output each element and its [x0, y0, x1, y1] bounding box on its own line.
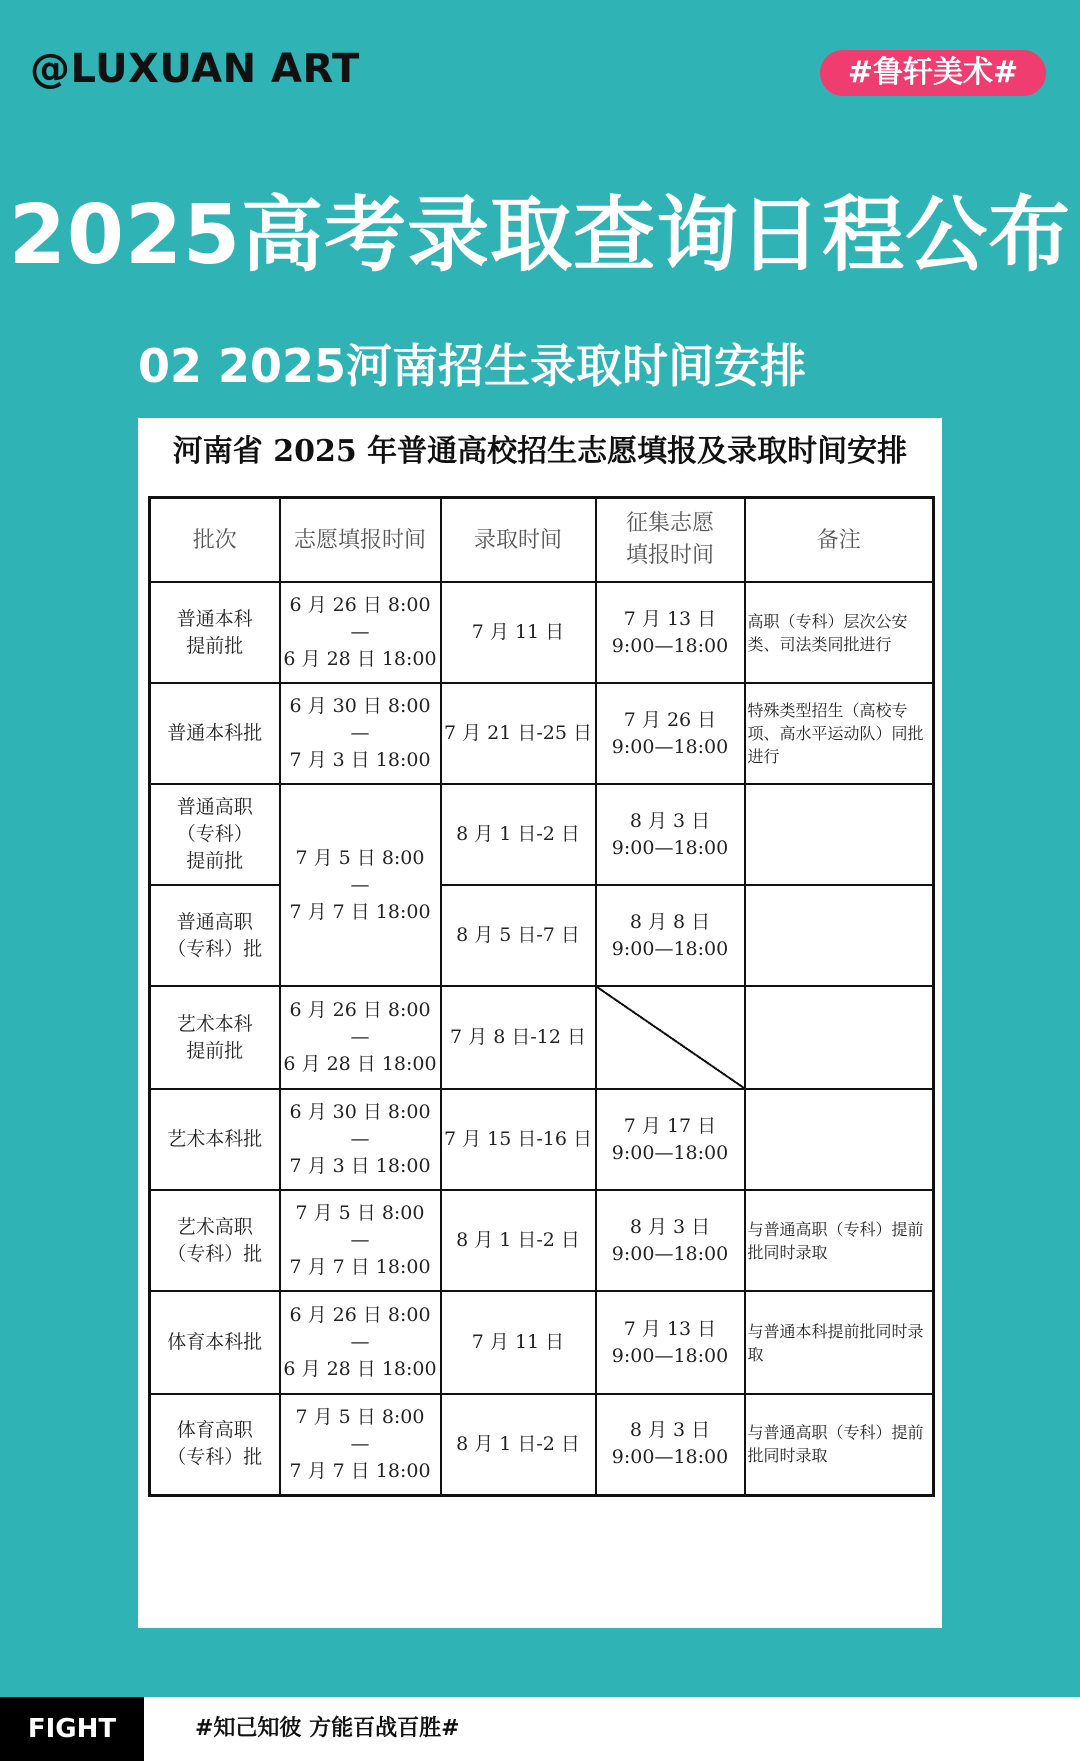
cell-note: [745, 1089, 934, 1190]
cell-collect-time: 8 月 8 日 9:00—18:00: [596, 885, 745, 986]
cell-note: [745, 784, 934, 885]
cell-note: 与普通高职（专科）提前批同时录取: [745, 1190, 934, 1291]
cell-admit-time: 7 月 21 日-25 日: [441, 683, 596, 784]
table-row: [150, 1394, 934, 1495]
cell-admit-time: 8 月 1 日-2 日: [441, 784, 596, 885]
cell-collect-time: 7 月 26 日 9:00—18:00: [596, 683, 745, 784]
cell-batch: 艺术高职 （专科）批: [150, 1190, 280, 1291]
section-subtitle: 02 2025河南招生录取时间安排: [138, 339, 807, 393]
hashtag-badge: #鲁轩美术#: [820, 50, 1046, 96]
header-note: 备注: [745, 498, 934, 583]
cell-note: 与普通本科提前批同时录取: [745, 1291, 934, 1394]
table-row: [150, 1089, 934, 1190]
cell-batch: 普通高职 （专科） 提前批: [150, 784, 280, 885]
cell-admit-time: 8 月 5 日-7 日: [441, 885, 596, 986]
cell-batch: 艺术本科 提前批: [150, 986, 280, 1089]
cell-admit-time: 7 月 15 日-16 日: [441, 1089, 596, 1190]
page-title: 2025高考录取查询日程公布: [8, 188, 1072, 283]
cell-fill-time: 7 月 5 日 8:00 — 7 月 7 日 18:00: [280, 1190, 441, 1291]
cell-note: 高职（专科）层次公安类、司法类同批进行: [745, 582, 934, 683]
table-row: [150, 885, 934, 986]
cell-note: [745, 885, 934, 986]
cell-fill-time: 7 月 5 日 8:00 — 7 月 7 日 18:00: [280, 784, 441, 986]
cell-collect-time: 7 月 17 日 9:00—18:00: [596, 1089, 745, 1190]
cell-fill-time: 6 月 26 日 8:00 — 6 月 28 日 18:00: [280, 582, 441, 683]
cell-admit-time: 7 月 8 日-12 日: [441, 986, 596, 1089]
brand-logo-text: @LUXUAN ART: [30, 46, 360, 92]
table-row: [150, 784, 934, 885]
cell-collect-time: 7 月 13 日 9:00—18:00: [596, 582, 745, 683]
header-fill-time: 志愿填报时间: [280, 498, 441, 583]
table-row: [150, 986, 934, 1089]
table-row: [150, 1291, 934, 1394]
header-admit-time: 录取时间: [441, 498, 596, 583]
cell-batch: 艺术本科批: [150, 1089, 280, 1190]
cell-fill-time: 6 月 30 日 8:00 — 7 月 3 日 18:00: [280, 683, 441, 784]
cell-batch: 体育高职 （专科）批: [150, 1394, 280, 1495]
cell-admit-time: 8 月 1 日-2 日: [441, 1190, 596, 1291]
cell-batch: 普通本科 提前批: [150, 582, 280, 683]
cell-note: 特殊类型招生（高校专项、高水平运动队）同批进行: [745, 683, 934, 784]
cell-admit-time: 7 月 11 日: [441, 1291, 596, 1394]
cell-collect-time: 8 月 3 日 9:00—18:00: [596, 1190, 745, 1291]
table-row: [150, 683, 934, 784]
schedule-document: [138, 418, 942, 1628]
cell-collect-time: 8 月 3 日 9:00—18:00: [596, 784, 745, 885]
header-batch: 批次: [150, 498, 280, 583]
fight-label: FIGHT: [0, 1697, 144, 1761]
schedule-table: [148, 496, 935, 1497]
cell-note: [745, 986, 934, 1089]
cell-collect-time: 7 月 13 日 9:00—18:00: [596, 1291, 745, 1394]
cell-batch: 体育本科批: [150, 1291, 280, 1394]
table-row: [150, 582, 934, 683]
cell-fill-time: 7 月 5 日 8:00 — 7 月 7 日 18:00: [280, 1394, 441, 1495]
cell-note: 与普通高职（专科）提前批同时录取: [745, 1394, 934, 1495]
cell-collect-time-empty: [596, 986, 745, 1089]
header-collect-time: 征集志愿 填报时间: [596, 498, 745, 583]
cell-admit-time: 8 月 1 日-2 日: [441, 1394, 596, 1495]
cell-admit-time: 7 月 11 日: [441, 582, 596, 683]
cell-fill-time: 6 月 26 日 8:00 — 6 月 28 日 18:00: [280, 1291, 441, 1394]
cell-collect-time: 8 月 3 日 9:00—18:00: [596, 1394, 745, 1495]
cell-batch: 普通本科批: [150, 683, 280, 784]
footer-motto: #知己知彼 方能百战百胜#: [195, 1716, 460, 1741]
footer-bar: [0, 1697, 1080, 1761]
table-row: [150, 1190, 934, 1291]
cell-fill-time: 6 月 30 日 8:00 — 7 月 3 日 18:00: [280, 1089, 441, 1190]
cell-batch: 普通高职 （专科）批: [150, 885, 280, 986]
document-title: 河南省 2025 年普通高校招生志愿填报及录取时间安排: [172, 434, 908, 469]
table-header-row: [150, 498, 934, 583]
cell-fill-time: 6 月 26 日 8:00 — 6 月 28 日 18:00: [280, 986, 441, 1089]
